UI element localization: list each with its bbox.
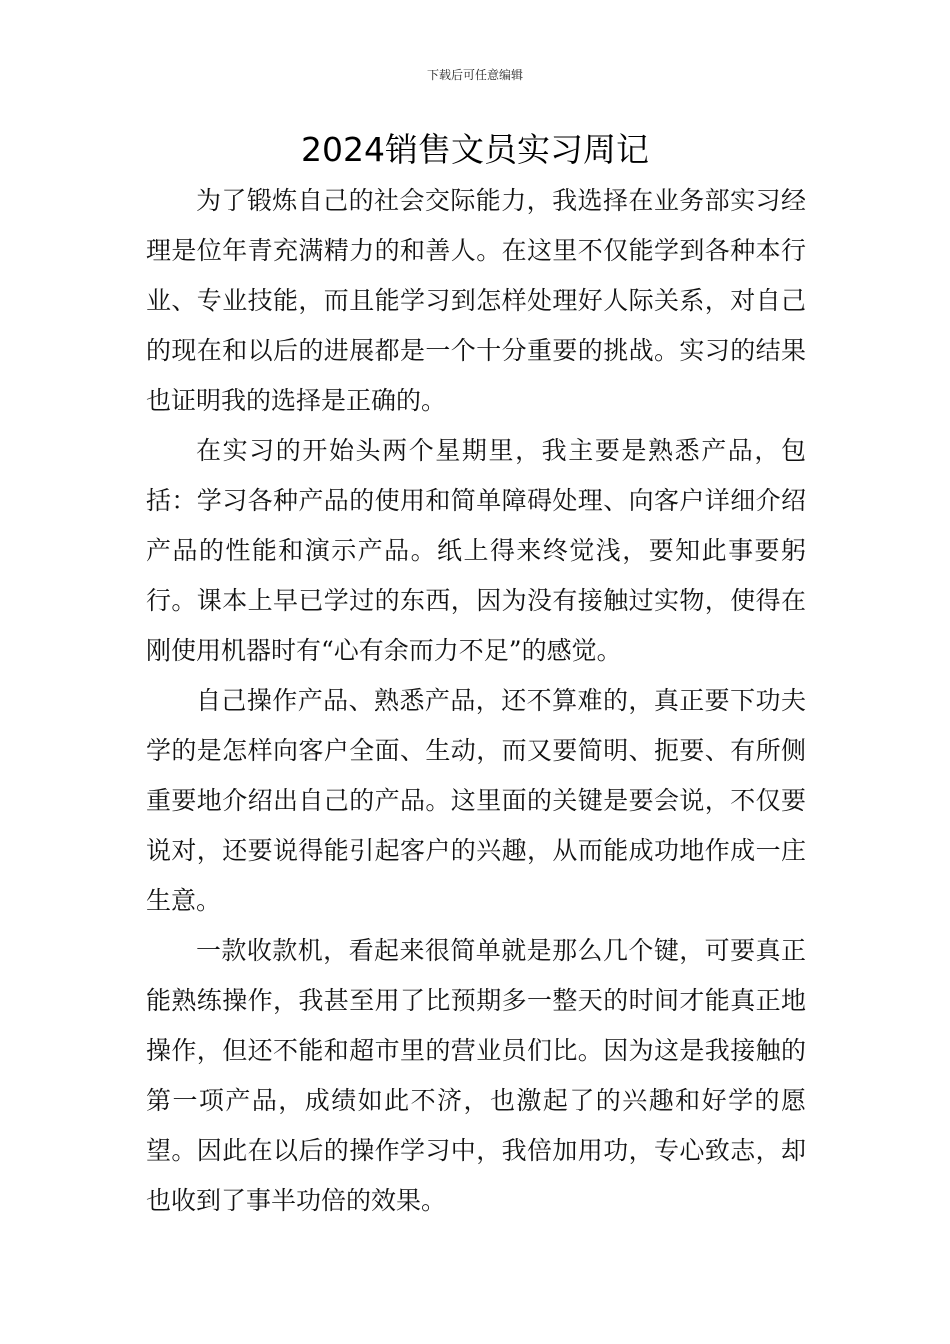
paragraph: 在实习的开始头两个星期里，我主要是熟悉产品，包括：学习各种产品的使用和简单障碍处理、向客户详细介绍产品的性能和演示产品。纸上得来终觉浅，要知此事要躬行。课本上早已学过的东西，因为没有接触过实物，使得在刚使用机器时有“心有余而力不足”的感觉。 <box>146 436 806 665</box>
paragraph: 为了锻炼自己的社会交际能力，我选择在业务部实习经理是位年青充满精力的和善人。在这里不仅能学到各种本行业、专业技能，而且能学习到怎样处理好人际关系，对自己的现在和以后的进展都是一个十分重要的挑战。实习的结果也证明我的选择是正确的。 <box>146 186 806 415</box>
paragraph: 自己操作产品、熟悉产品，还不算难的，真正要下功夫学的是怎样向客户全面、生动，而又要简明、扼要、有所侧重要地介绍出自己的产品。这里面的关键是要会说，不仅要说对，还要说得能引起客户的兴趣，从而能成功地作成一庄生意。 <box>146 686 806 915</box>
document-title: 2024销售文员实习周记 <box>301 130 649 169</box>
paragraph: 一款收款机，看起来很简单就是那么几个键，可要真正能熟练操作，我甚至用了比预期多一整天的时间才能真正地操作，但还不能和超市里的营业员们比。因为这是我接触的第一项产品，成绩如此不济，也激起了的兴趣和好学的愿望。因此在以后的操作学习中，我倍加用功，专心致志，却也收到了事半功倍的效果。 <box>146 936 806 1215</box>
document-body <box>146 176 806 1226</box>
header-note: 下载后可任意编辑 <box>426 68 523 82</box>
